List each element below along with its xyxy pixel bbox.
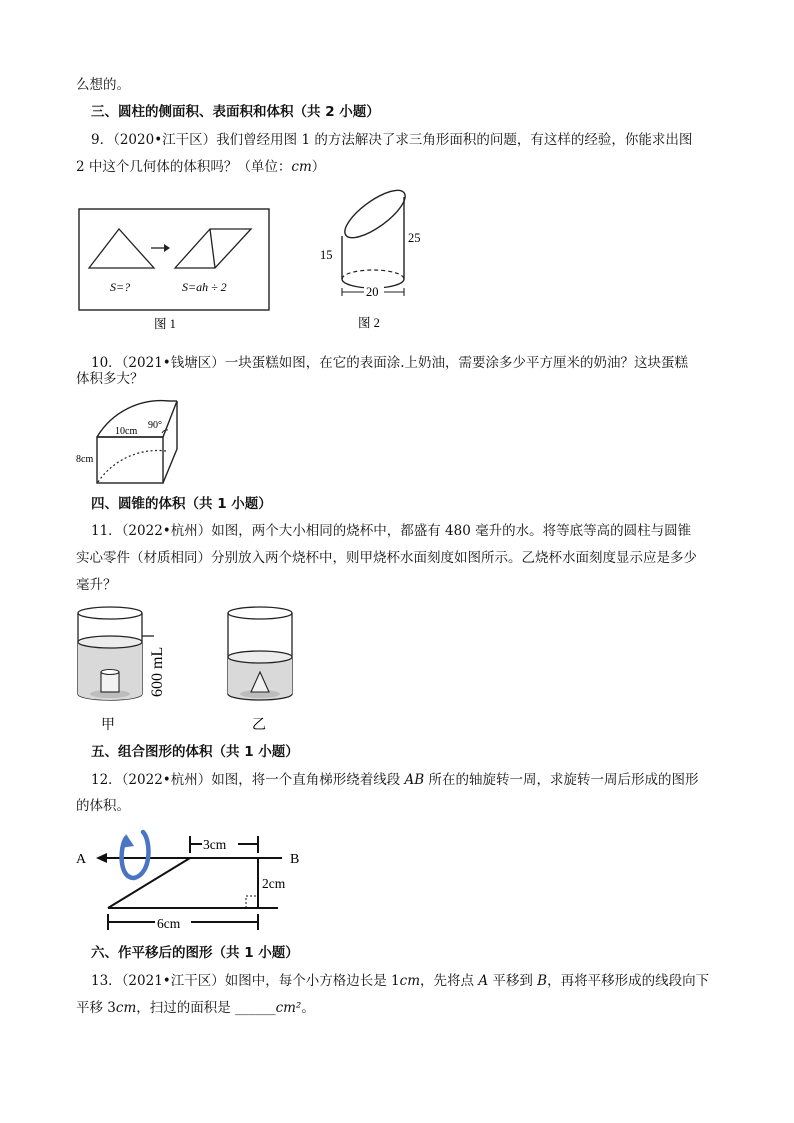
parallelogram-diagonal (210, 229, 215, 268)
section-heading-6: 六、作平移后的图形（共 1 小题） (91, 945, 299, 961)
q12-line2: 的体积。 (76, 798, 130, 814)
fig1-s-formula: S=ah ÷ 2 (182, 280, 227, 294)
right-arrow-icon (164, 244, 170, 252)
right-angle-mark (246, 896, 258, 908)
point-b-label: B (290, 852, 300, 867)
fig2-caption: 图 2 (358, 316, 380, 330)
q13-text-5: 平移 3 (76, 1000, 116, 1016)
cake-bottom-right-edge (163, 449, 177, 483)
fig2-right-height: 25 (408, 231, 421, 245)
q12-trapezoid-figure (72, 820, 312, 936)
beaker-jia-rim (78, 607, 142, 619)
beaker-jia-water-surface (78, 636, 142, 648)
q11-line2: 实心零件（材质相同）分别放入两个烧杯中，则甲烧杯水面刻度如图所示。乙烧杯水面刻度显示应是多少 (76, 550, 697, 566)
q9-unit: cm (291, 159, 312, 175)
cake-front-face (97, 437, 163, 483)
beaker-jia (78, 607, 166, 733)
q13-answer-blank[interactable]: ______ (235, 1000, 276, 1016)
top-base-length: 3cm (203, 837, 227, 852)
q13-line1 (91, 972, 709, 990)
cake-top-right-edge (163, 401, 177, 437)
q13-unit-1: cm (399, 973, 421, 989)
beaker-yi (228, 607, 292, 733)
cake-hidden-arc (98, 451, 166, 483)
cake-height: 8cm (76, 454, 94, 465)
cylinder-top-cut (338, 184, 412, 246)
q12-segment-ab: AB (404, 772, 425, 788)
section-heading-5: 五、组合图形的体积（共 1 小题） (91, 744, 299, 760)
q13-point-a: A (478, 973, 489, 989)
prev-question-tail: 么想的。 (76, 77, 130, 93)
beaker-label-yi: 乙 (252, 718, 266, 733)
beaker-yi-rim (228, 607, 292, 619)
q11-line1: 11．（2022•杭州）如图，两个大小相同的烧杯中，都盛有 480 毫升的水。将等底等高的圆柱与圆锥 (91, 523, 692, 539)
fig1-caption: 图 1 (154, 317, 176, 331)
point-a-label: A (76, 852, 87, 867)
q9-line2-text: 2 中这个几何体的体积吗？（单位： (76, 159, 292, 175)
q9-figure-2 (310, 184, 430, 334)
figure-1-frame (79, 209, 269, 310)
q13-text-6: ，扫过的面积是 (136, 1000, 236, 1016)
q10-line1: 10．（2021•钱塘区）一块蛋糕如图，在它的表面涂.上奶油，需要涂多少平方厘米的奶油？这块蛋糕 (91, 355, 689, 371)
q9-figure-1 (78, 208, 278, 336)
q13-point-b: B (537, 973, 548, 989)
q13-text-4: ，再将平移形成的线段向下 (547, 973, 710, 989)
q13-line2 (76, 999, 315, 1017)
beaker-yi-water-surface (228, 651, 292, 663)
q13-text-3: 平移到 (488, 973, 538, 989)
height-length: 2cm (262, 876, 286, 891)
axis-arrowhead-icon (96, 853, 107, 863)
section-heading-4: 四、圆锥的体积（共 1 小题） (91, 496, 272, 512)
q10-line2: 体积多大？ (76, 371, 144, 387)
cake-radius: 10cm (115, 426, 138, 437)
q13-text-7: 。 (301, 1000, 315, 1016)
q11-beakers-figure (70, 602, 320, 734)
section-heading-3: 三、圆柱的侧面积、表面积和体积（共 2 小题） (91, 104, 380, 120)
q12-line1-end: 所在的轴旋转一周，求旋转一周后形成的图形 (424, 772, 699, 788)
small-cylinder-top (101, 670, 119, 675)
q12-line1 (91, 771, 699, 789)
cylinder-bottom-back (342, 270, 404, 279)
fig1-s-question: S=? (110, 280, 131, 294)
bottom-base-length: 6cm (157, 916, 181, 931)
q13-text-1: 13．（2021•江干区）如图中，每个小方格边长是 1 (91, 973, 400, 989)
fig2-diameter: 20 (366, 285, 379, 299)
fig2-left-height: 15 (320, 248, 333, 262)
q13-unit-2: cm (115, 1000, 137, 1016)
q13-unit-3: cm² (275, 1000, 302, 1016)
q12-line1-text: 12．（2022•杭州）如图，将一个直角梯形绕着线段 (91, 772, 405, 788)
q11-line3: 毫升？ (76, 577, 117, 593)
cake-angle: 90° (148, 420, 162, 431)
beaker-scale-label: 600 mL (149, 646, 166, 697)
q9-line2 (76, 158, 325, 176)
q10-cake-figure (74, 394, 190, 488)
triangle-shape (89, 229, 154, 268)
q13-text-2: ，先将点 (420, 973, 479, 989)
q9-line1: 9．（2020•江干区）我们曾经用图 1 的方法解决了求三角形面积的问题，有这样的经验，你能求出图 (91, 132, 693, 148)
q9-line2-end: ） (311, 159, 326, 175)
beaker-label-jia: 甲 (101, 718, 115, 733)
